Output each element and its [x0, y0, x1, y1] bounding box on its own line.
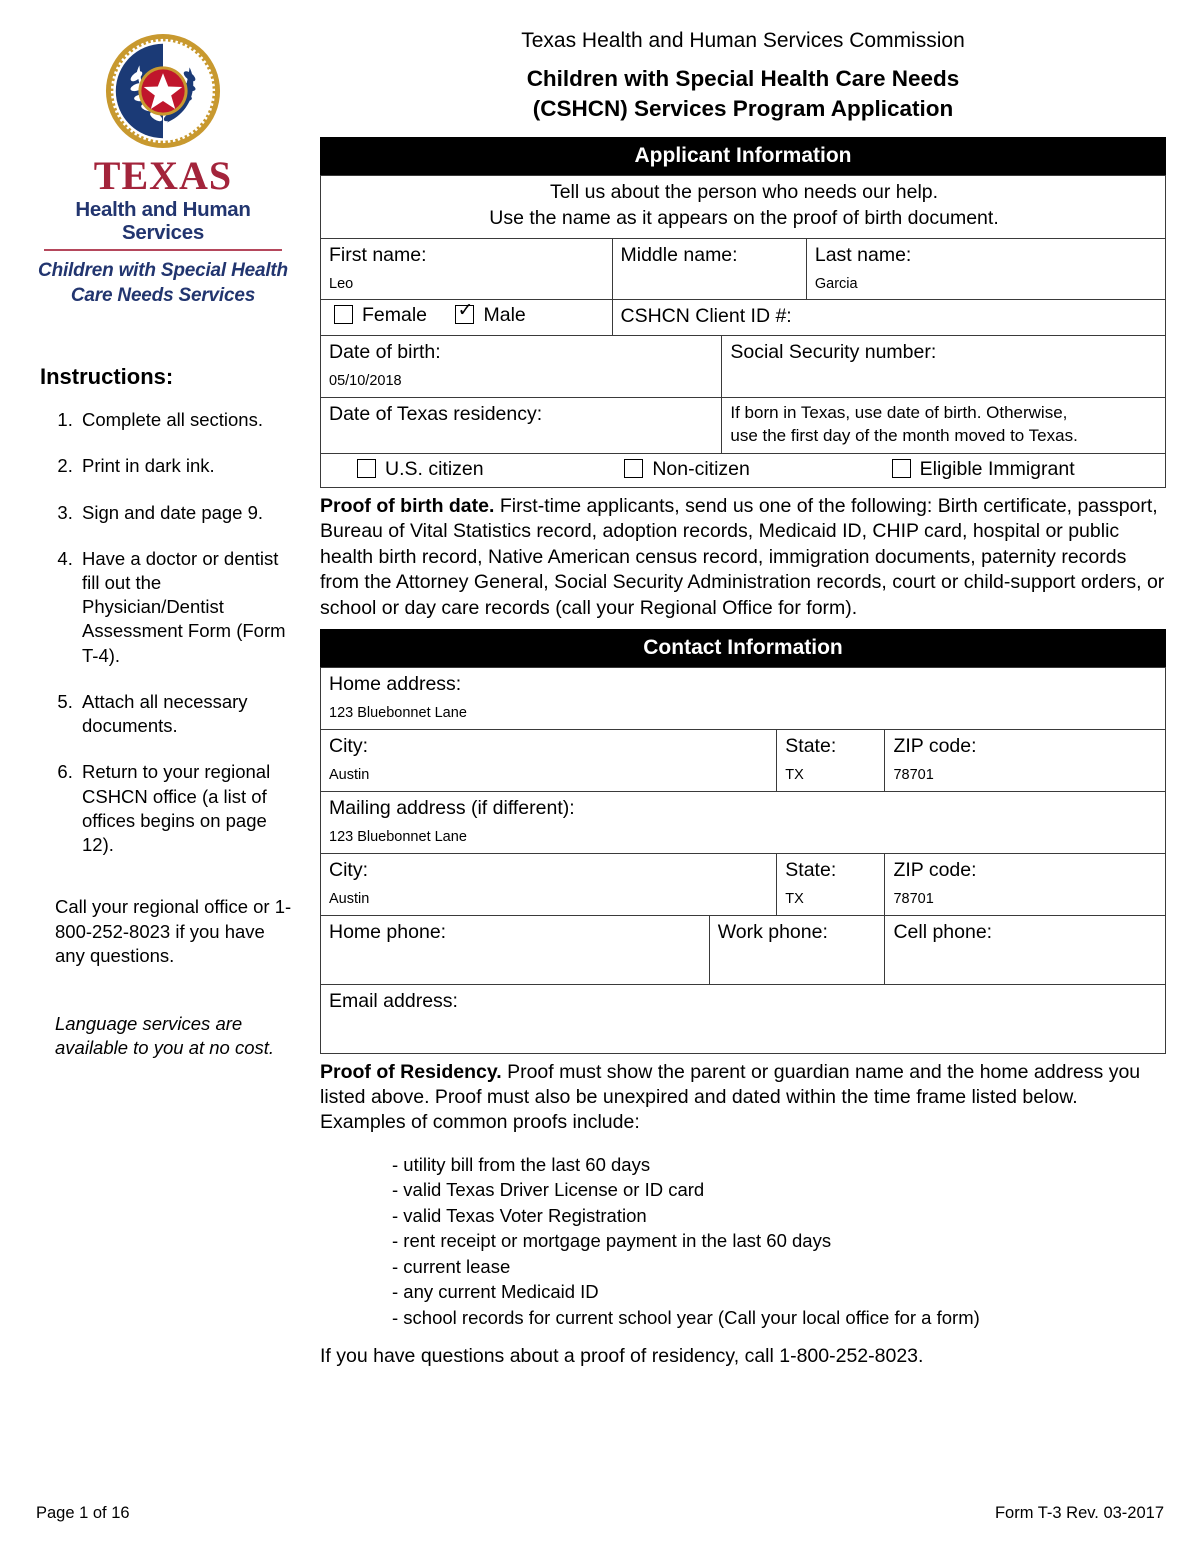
footer-page-number: Page 1 of 16 — [36, 1504, 130, 1522]
brand-program-line2: Care Needs Services — [70, 285, 256, 306]
proof-of-residency-list — [320, 1152, 1166, 1331]
cell-phone-cell[interactable] — [885, 915, 1166, 984]
main-content — [320, 28, 1166, 1370]
mailing-state-label: State: — [785, 858, 837, 881]
agency-logo — [34, 32, 292, 308]
texas-residency-cell[interactable] — [321, 398, 722, 454]
applicant-information-header: Applicant Information — [320, 137, 1166, 175]
citizenship-label-us-citizen: U.S. citizen — [385, 457, 484, 480]
texas-state-seal-icon — [104, 32, 222, 150]
proof-of-residency-body: Proof must show the parent or guardian name and the home address you listed above. Proof must also be unexpired and dated within the time frame listed below. Examples of common proofs include: — [320, 1060, 1141, 1134]
list-item: - any current Medicaid ID — [392, 1281, 599, 1303]
home-address-value: 123 Bluebonnet Lane — [329, 705, 467, 722]
checkbox-non-citizen-icon[interactable] — [624, 459, 643, 478]
proof-of-birth-paragraph — [320, 494, 1166, 621]
work-phone-cell[interactable] — [709, 915, 885, 984]
home-zip-cell[interactable] — [885, 730, 1166, 792]
mailing-zip-value: 78701 — [893, 890, 934, 907]
last-name-value: Garcia — [814, 275, 858, 292]
mailing-city-label: City: — [329, 858, 368, 881]
list-item: - valid Texas Driver License or ID card — [392, 1179, 705, 1201]
list-item: 5. Attach all necessary documents. — [78, 690, 292, 738]
citizenship-option-eligible-immigrant[interactable] — [892, 458, 1159, 481]
home-phone-cell[interactable] — [321, 915, 710, 984]
mailing-state-value: TX — [785, 890, 804, 907]
table-row — [321, 791, 1166, 853]
table-row — [321, 915, 1166, 984]
table-row — [321, 730, 1166, 792]
proof-of-birth-lead: Proof of birth date. — [320, 494, 495, 517]
first-name-label: First name: — [329, 243, 427, 266]
home-city-label: City: — [329, 735, 368, 758]
language-services-note: Language services are available to you at no cost. — [55, 1013, 275, 1059]
checkbox-female-icon[interactable] — [334, 305, 353, 324]
regional-office-note: Call your regional office or 1-800-252-8023 if you have any questions. — [55, 896, 292, 966]
home-phone-label: Home phone: — [329, 920, 447, 943]
list-item: - valid Texas Voter Registration — [392, 1204, 647, 1226]
texas-residency-hint-line2: use the first day of the month moved to Texas. — [730, 425, 1078, 445]
list-item: - rent receipt or mortgage payment in the last 60 days — [392, 1230, 832, 1252]
citizenship-label-non-citizen: Non-citizen — [652, 457, 750, 480]
email-label: Email address: — [329, 989, 458, 1012]
applicant-information-table — [320, 175, 1166, 488]
mailing-address-value: 123 Bluebonnet Lane — [329, 828, 467, 845]
date-of-birth-cell[interactable] — [321, 336, 722, 398]
citizenship-label-eligible-immigrant: Eligible Immigrant — [919, 457, 1075, 480]
table-row — [321, 336, 1166, 398]
citizenship-cell — [321, 453, 1166, 487]
mailing-address-cell[interactable] — [321, 791, 1166, 853]
gender-male-option[interactable] — [455, 304, 525, 327]
instructions-list — [34, 408, 292, 857]
list-item: 2. Print in dark ink. — [78, 454, 292, 478]
first-name-cell[interactable] — [321, 238, 613, 300]
page-title — [320, 64, 1166, 124]
applicant-intro-line2: Use the name as it appears on the proof of birth document. — [489, 206, 999, 229]
home-address-label: Home address: — [329, 673, 462, 696]
middle-name-value — [621, 275, 800, 294]
proof-of-residency-closing: If you have questions about a proof of residency, call 1-800-252-8023. — [320, 1345, 924, 1368]
table-row — [321, 853, 1166, 915]
work-phone-label: Work phone: — [717, 920, 828, 943]
page-title-line1: Children with Special Health Care Needs — [526, 66, 960, 92]
date-of-birth-label: Date of birth: — [329, 341, 441, 364]
list-item: 4. Have a doctor or dentist fill out the Physician/Dentist Assessment Form (Form T-4). — [78, 547, 292, 668]
first-name-value: Leo — [329, 275, 354, 292]
home-zip-label: ZIP code: — [893, 735, 977, 758]
home-zip-value: 78701 — [893, 767, 934, 784]
gender-female-label: Female — [362, 304, 428, 327]
list-item: - current lease — [392, 1255, 511, 1277]
checkbox-male-icon[interactable] — [455, 305, 474, 324]
texas-residency-hint-cell — [722, 398, 1166, 454]
home-city-value: Austin — [329, 767, 370, 784]
table-row — [321, 398, 1166, 454]
table-row — [321, 238, 1166, 300]
last-name-cell[interactable] — [806, 238, 1165, 300]
ssn-cell[interactable] — [722, 336, 1166, 398]
texas-residency-hint-line1: If born in Texas, use date of birth. Otherwise, — [730, 403, 1068, 423]
mailing-address-label: Mailing address (if different): — [329, 796, 575, 819]
proof-of-residency-paragraph — [320, 1060, 1166, 1136]
middle-name-cell[interactable] — [612, 238, 806, 300]
date-of-birth-value: 05/10/2018 — [329, 373, 402, 390]
mailing-state-cell[interactable] — [777, 853, 885, 915]
mailing-city-value: Austin — [329, 890, 370, 907]
checkbox-us-citizen-icon[interactable] — [357, 459, 376, 478]
mailing-zip-label: ZIP code: — [893, 858, 977, 881]
sidebar — [34, 28, 292, 1061]
citizenship-option-non-citizen[interactable] — [624, 458, 891, 481]
home-state-value: TX — [785, 767, 804, 784]
brand-texas: TEXAS — [93, 153, 233, 198]
list-item: 6. Return to your regional CSHCN office (a list of offices begins on page 12). — [78, 760, 292, 857]
applicant-intro-line1: Tell us about the person who needs our help. — [549, 180, 939, 203]
email-cell[interactable] — [321, 984, 1166, 1053]
mailing-city-cell[interactable] — [321, 853, 777, 915]
list-item: 1. Complete all sections. — [78, 408, 292, 432]
page-title-line2: (CSHCN) Services Program Application — [532, 96, 954, 122]
gender-cell — [321, 300, 613, 336]
brand-divider — [44, 249, 282, 251]
gender-male-label: Male — [483, 304, 526, 327]
client-id-label: CSHCN Client ID #: — [620, 305, 792, 328]
table-row — [321, 984, 1166, 1053]
checkbox-eligible-immigrant-icon[interactable] — [892, 459, 911, 478]
home-state-cell[interactable] — [777, 730, 885, 792]
middle-name-label: Middle name: — [620, 243, 738, 266]
list-item: - utility bill from the last 60 days — [392, 1153, 651, 1175]
texas-residency-label: Date of Texas residency: — [329, 403, 543, 426]
client-id-cell[interactable] — [612, 300, 1165, 336]
brand-hhs: Health and Human Services — [75, 197, 251, 245]
footer-form-id: Form T-3 Rev. 03-2017 — [994, 1504, 1164, 1522]
proof-of-residency-lead: Proof of Residency. — [320, 1060, 502, 1083]
table-row — [321, 453, 1166, 487]
home-city-cell[interactable] — [321, 730, 777, 792]
mailing-zip-cell[interactable] — [885, 853, 1166, 915]
home-address-cell[interactable] — [321, 668, 1166, 730]
citizenship-option-us-citizen[interactable] — [329, 458, 624, 481]
gender-female-option[interactable] — [334, 304, 427, 327]
ssn-label: Social Security number: — [730, 341, 937, 364]
ssn-value — [730, 372, 1159, 391]
list-item: 3. Sign and date page 9. — [78, 501, 292, 525]
home-state-label: State: — [785, 735, 837, 758]
table-row — [321, 668, 1166, 730]
last-name-label: Last name: — [814, 243, 912, 266]
table-row — [321, 175, 1166, 238]
proof-of-birth-body: First-time applicants, send us one of the following: Birth certificate, passport, Bureau of Vital Statistics record, adoption records, Medicaid ID, CHIP card, hospital or public health birth record, Native American census record, immigration documents, paternity records from the Attorney General, Social Security Administration records, court or child-support orders, or school or day care records (call your Regional Office for form). — [320, 494, 1165, 619]
brand-program-line1: Children with Special Health — [38, 259, 288, 281]
instructions-title: Instructions: — [40, 364, 174, 390]
table-row — [321, 300, 1166, 336]
cell-phone-label: Cell phone: — [893, 920, 993, 943]
page-footer — [36, 1504, 1164, 1523]
applicant-intro-cell — [321, 175, 1166, 238]
contact-information-table — [320, 667, 1166, 1053]
contact-information-header: Contact Information — [320, 629, 1166, 667]
list-item: - school records for current school year (Call your local office for a form) — [392, 1306, 980, 1328]
agency-name: Texas Health and Human Services Commission — [521, 29, 965, 52]
